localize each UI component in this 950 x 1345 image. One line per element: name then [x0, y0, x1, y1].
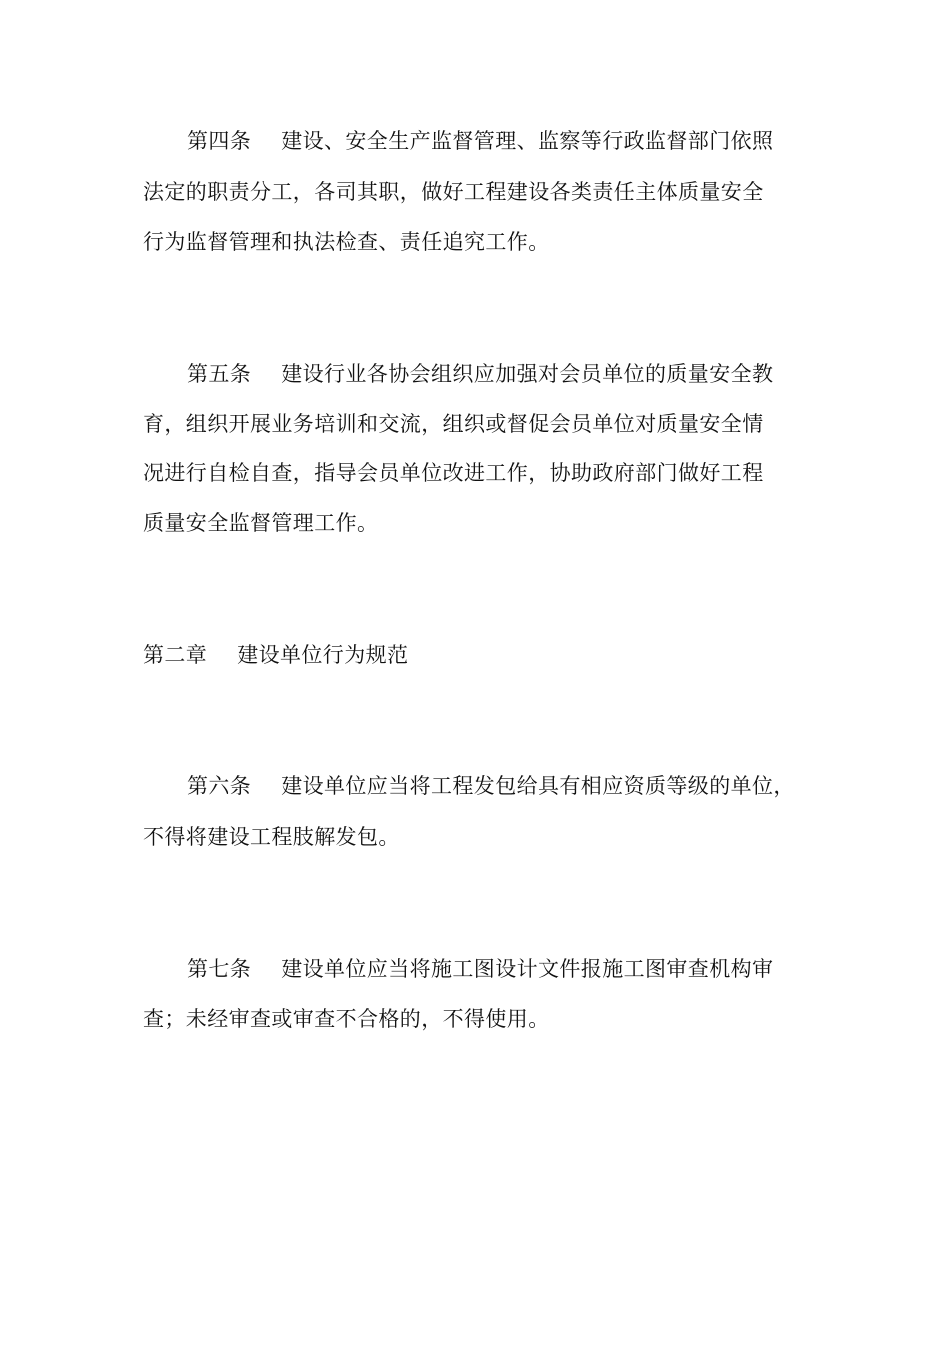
article-5-label: 第五条: [187, 362, 252, 386]
article-6-line-2: 不得将建设工程肢解发包。: [143, 825, 400, 849]
article-5-line-2: 育，组织开展业务培训和交流，组织或督促会员单位对质量安全情: [143, 412, 764, 436]
article-4-line-3: 行为监督管理和执法检查、责任追究工作。: [143, 230, 550, 254]
chapter-title: 建设单位行为规范: [237, 643, 409, 667]
article-7-line-2: 查；未经审查或审查不合格的，不得使用。: [143, 1007, 550, 1031]
article-6-text-1: 建设单位应当将工程发包给具有相应资质等级的单位，: [281, 774, 795, 798]
article-5-line-3: 况进行自检自查，指导会员单位改进工作，协助政府部门做好工程: [143, 461, 764, 485]
article-4-label: 第四条: [187, 129, 252, 153]
article-7-line-1: [187, 954, 773, 984]
article-7-label: 第七条: [187, 957, 252, 981]
article-5-line-4: 质量安全监督管理工作。: [143, 511, 379, 535]
article-4-line-1: [187, 126, 773, 156]
chapter-heading: [143, 640, 408, 670]
article-7-text-1: 建设单位应当将施工图设计文件报施工图审查机构审: [281, 957, 774, 981]
article-6-line-1: [187, 771, 795, 801]
article-5-line-1: [187, 359, 773, 389]
article-4-text-1: 建设、安全生产监督管理、监察等行政监督部门依照: [281, 129, 774, 153]
article-6-label: 第六条: [187, 774, 252, 798]
chapter-label: 第二章: [143, 643, 208, 667]
article-4-line-2: 法定的职责分工，各司其职，做好工程建设各类责任主体质量安全: [143, 180, 764, 204]
article-5-text-1: 建设行业各协会组织应加强对会员单位的质量安全教: [281, 362, 774, 386]
